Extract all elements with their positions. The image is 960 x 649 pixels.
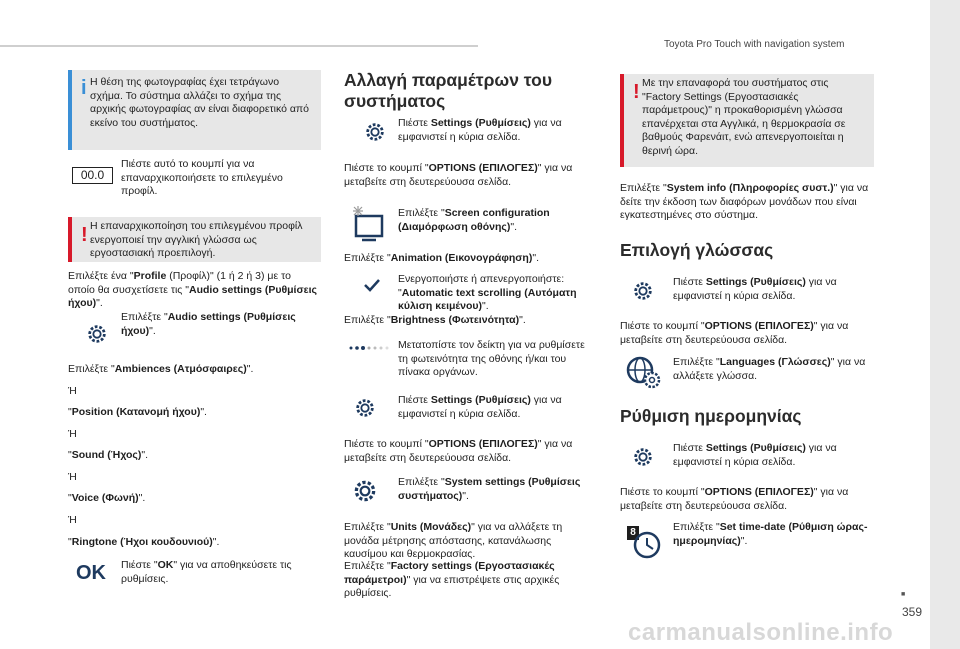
header-title: Toyota Pro Touch with navigation system (664, 39, 845, 50)
ok-text: Πιέστε "OK" για να αποθηκεύσετε τις ρυθμίσεις. (121, 559, 292, 585)
or-text: Ή (68, 471, 77, 483)
units-text: Επιλέξτε "Units (Μονάδες)" για να αλλάξετε τη μονάδα μέτρησης απόστασης, κατανάλωσης καυσίμου και θερμοκρασίας. (344, 521, 563, 561)
warning-note: ! Με την επαναφορά του συστήματος στις "Factory Settings (Εργοστασιακές παράμετρους)" η προκαθορισμένη γλώσσα επανέρχεται στα Αγγλικά, η θερμοκρασία σε βαθμούς Φαρενάιτ, ενώ απενεργοποιείται η θερινή ώρα. (620, 74, 874, 167)
factory-settings-text: Επιλέξτε "Factory settings (Εργοστασιακές παράμετροι)" για να επιστρέψετε στις αρχικές ρυθμίσεις. (344, 560, 594, 601)
checkbox-icon (363, 278, 381, 292)
animation-text: Επιλέξτε "Animation (Εικονογράφηση)". (344, 252, 539, 264)
page-number: 359 (902, 605, 923, 619)
gear-icon (354, 397, 376, 419)
clock-badge: 8 (627, 526, 639, 540)
ambiences-text: Επιλέξτε "Ambiences (Ατμόσφαιρες)". (68, 363, 254, 375)
voice-text: "Voice (Φωνή)". (68, 492, 146, 504)
watermark: carmanualsonline.info (628, 619, 894, 646)
options-text: Πιέστε το κουμπί "OPTIONS (ΕΠΙΛΟΓΕΣ)" για να μεταβείτε στη δευτερεύουσα σελίδα. (620, 320, 849, 346)
or-text: Ή (68, 428, 77, 440)
system-settings-text: Επιλέξτε "System settings (Ρυθμίσεις συστήματος)". (398, 476, 581, 502)
reset-button: 00.0 (72, 167, 113, 184)
or-text: Ή (68, 514, 77, 526)
ok-button-icon: OK (76, 562, 106, 584)
settings-text: Πιέστε Settings (Ρυθμίσεις) για να εμφανιστεί η κύρια σελίδα. (673, 442, 837, 468)
gear-icon (86, 323, 108, 345)
brightness-text: Επιλέξτε "Brightness (Φωτεινότητα)". (344, 314, 526, 326)
globe-gear-icon (626, 356, 662, 390)
right-sidebar (930, 0, 960, 649)
screen-config-text: Επιλέξτε "Screen configuration (Διαμόρφωση οθόνης)". (398, 207, 550, 233)
date-heading: Ρύθμιση ημερομηνίας (620, 406, 802, 426)
gear-icon (632, 446, 654, 468)
slider-text: Μετατοπίστε τον δείκτη για να ρυθμίσετε τη φωτεινότητα της οθόνης ή/και του πίνακα οργάνων. (398, 339, 585, 379)
info-icon: i (81, 77, 87, 99)
language-heading: Επιλογή γλώσσας (620, 240, 774, 260)
settings-text: Πιέστε Settings (Ρυθμίσεις) για να εμφανιστεί η κύρια σελίδα. (398, 117, 562, 143)
section-heading: Αλλαγή παραμέτρων του συστήματος (344, 70, 553, 111)
profile-text: Επιλέξτε ένα "Profile (Προφίλ)" (1 ή 2 ή 3) με το οποίο θα συσχετίσετε τις "Audio settings (Ρυθμίσεις ήχου)". (68, 270, 318, 310)
or-text: Ή (68, 385, 77, 397)
warning-note: ! Η επαναρχικοποίηση του επιλεγμένου προφίλ ενεργοποιεί την αγγλική γλώσσα ως εργοστασιακή προεπιλογή. (68, 217, 321, 262)
languages-text: Επιλέξτε "Languages (Γλώσσες)" για να αλλάξετε γλώσσα. (673, 356, 866, 382)
audio-settings-text: Επιλέξτε "Audio settings (Ρυθμίσεις ήχου)". (121, 311, 296, 337)
warning-icon: ! (81, 224, 88, 246)
end-marker: ■ (901, 591, 906, 598)
position-text: "Position (Κατανομή ήχου)". (68, 406, 207, 418)
slider-icon (348, 343, 394, 353)
options-text: Πιέστε το κουμπί "OPTIONS (ΕΠΙΛΟΓΕΣ)" για να μεταβείτε στη δευτερεύουσα σελίδα. (344, 162, 573, 188)
options-text: Πιέστε το κουμπί "OPTIONS (ΕΠΙΛΟΓΕΣ)" για να μεταβείτε στη δευτερεύουσα σελίδα. (344, 438, 573, 464)
clock-icon (632, 530, 662, 560)
header-rule (0, 45, 478, 47)
sound-text: "Sound (Ήχος)". (68, 449, 149, 461)
options-text: Πιέστε το κουμπί "OPTIONS (ΕΠΙΛΟΓΕΣ)" για να μεταβείτε στη δευτερεύουσα σελίδα. (620, 486, 849, 512)
warning-icon: ! (633, 81, 640, 103)
gear-icon (352, 478, 378, 504)
gear-icon (632, 280, 654, 302)
gear-icon (364, 121, 386, 143)
info-note: i Η θέση της φωτογραφίας έχει τετράγωνο σχήμα. Το σύστημα αλλάζει το σχήμα της αρχικής φωτογραφίας αν είναι διαφορετικό από εκείνο του συστήματος. (68, 70, 321, 150)
monitor-sun-icon (352, 206, 386, 242)
auto-scroll-text: Ενεργοποιήστε ή απενεργοποιήστε: "Automatic text scrolling (Αυτόματη κύλιση κειμένου)". (398, 273, 577, 313)
ringtone-text: "Ringtone (Ήχοι κουδουνιού)". (68, 536, 220, 548)
settings-text: Πιέστε Settings (Ρυθμίσεις) για να εμφανιστεί η κύρια σελίδα. (398, 394, 562, 420)
reset-text: Πιέστε αυτό το κουμπί για να επαναρχικοποιήσετε το επιλεγμένο προφίλ. (121, 158, 283, 198)
set-date-text: Επιλέξτε "Set time-date (Ρύθμιση ώρας-ημερομηνίας)". (673, 521, 868, 547)
system-info-text: Επιλέξτε "System info (Πληροφορίες συστ.)" για να δείτε την έκδοση των διαφόρων μονάδων που είναι εγκατεστημένες στο σύστημα. (620, 182, 869, 222)
settings-text: Πιέστε Settings (Ρυθμίσεις) για να εμφανιστεί η κύρια σελίδα. (673, 276, 837, 302)
